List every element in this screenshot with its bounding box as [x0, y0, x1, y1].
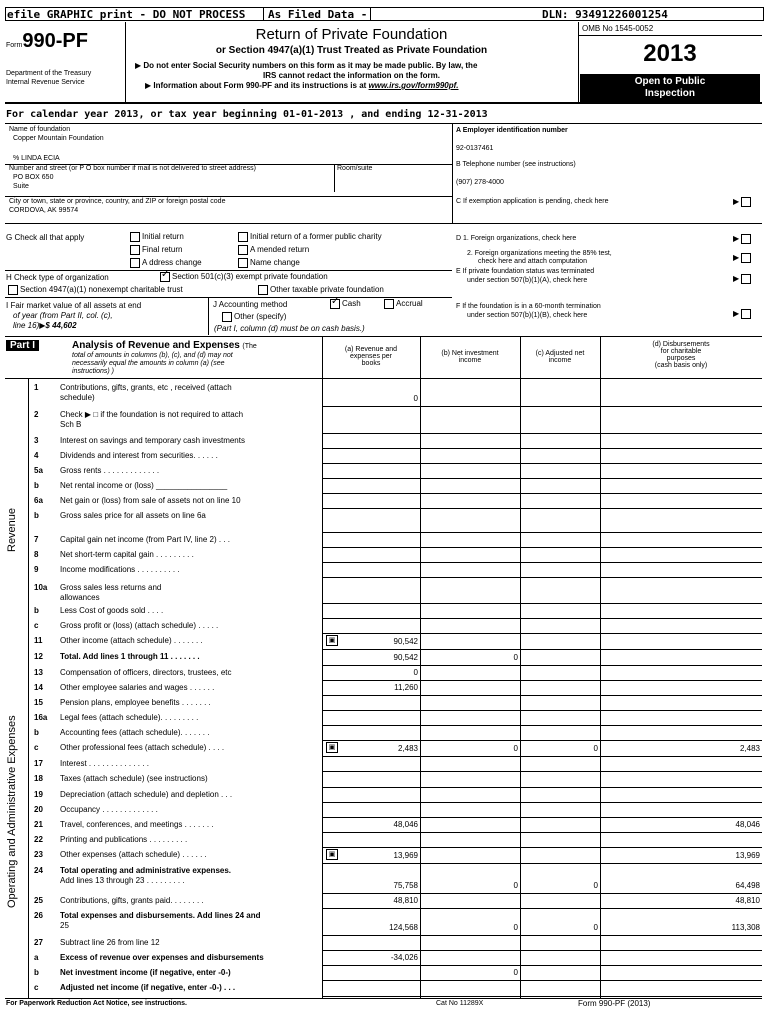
line-description: Net rental income or (loss) ________________ [60, 481, 228, 490]
e-label-1: E If private foundation status was terminated [456, 268, 595, 275]
line-number: b [34, 606, 39, 615]
dln: DLN: 93491226001254 [542, 8, 668, 21]
phone-label: B Telephone number (see instructions) [456, 161, 576, 168]
col-d-value: 2,483 [739, 744, 760, 753]
col-d-header: (d) Disbursements for charitable purposes (cash basis only) [652, 341, 710, 369]
line-description: Other income (attach schedule) . . . . . . . [60, 636, 203, 645]
line-number: c [34, 621, 39, 630]
line-description-cont: schedule) [60, 393, 95, 402]
col-c-value: 0 [593, 744, 598, 753]
dept-treasury: Department of the Treasury [6, 70, 92, 77]
part1-desc-1: total of amounts in columns (b), (c), and (d) may not [72, 352, 233, 359]
col-a-header: (a) Revenue and expenses per books [344, 346, 398, 367]
notice-ssn: ▶ Do not enter Social Security numbers on this form as it may be made public. By law, the [135, 61, 478, 70]
i-label-3: line 16)▶$ 44,602 [13, 321, 77, 330]
line-description: Excess of revenue over expenses and disbursements [60, 953, 264, 962]
table-row [28, 433, 762, 448]
line-description: Compensation of officers, directors, trustees, etc [60, 668, 232, 677]
line-number: 27 [34, 938, 43, 947]
phone-value: (907) 278-4000 [456, 179, 504, 186]
line-number: 19 [34, 790, 43, 799]
line-description: Interest on savings and temporary cash investments [60, 436, 245, 445]
line-number: 16a [34, 713, 48, 722]
line-description: Contributions, gifts, grants, etc , received (attach [60, 383, 232, 392]
other-taxable-checkbox[interactable]: Other taxable private foundation [258, 285, 384, 295]
d2-checkbox[interactable]: ▶ [733, 253, 753, 263]
table-row [28, 547, 762, 562]
line-number: b [34, 481, 39, 490]
i-label-1: I Fair market value of all assets at end [6, 301, 142, 310]
line-description: Pension plans, employee benefits . . . . . . . [60, 698, 211, 707]
line-description: Gross sales price for all assets on line 6a [60, 511, 206, 520]
line-number: 23 [34, 850, 43, 859]
line-number: b [34, 968, 39, 977]
d2-label-1: 2. Foreign organizations meeting the 85% test, [467, 250, 612, 257]
section-4947-checkbox[interactable]: Section 4947(a)(1) nonexempt charitable trust [8, 285, 183, 295]
line-number: 12 [34, 652, 43, 661]
city-value: CORDOVA, AK 99574 [9, 207, 79, 214]
room-suite-label: Room/suite [337, 165, 373, 172]
line-description: Interest . . . . . . . . . . . . . . [60, 759, 149, 768]
col-b-value: 0 [513, 653, 518, 662]
table-row [28, 771, 762, 787]
g-label: G Check all that apply [6, 233, 85, 242]
line-description: Other expenses (attach schedule) . . . . . . [60, 850, 207, 859]
table-row [28, 863, 762, 893]
cash-method-checkbox[interactable]: ✓ Cash [330, 299, 361, 309]
table-row [28, 580, 762, 603]
line-number: 6a [34, 496, 43, 505]
table-row [28, 448, 762, 463]
table-row [28, 695, 762, 710]
line-description-cont: 25 [60, 921, 69, 930]
notice-redact: IRS cannot redact the information on the form. [263, 71, 440, 80]
table-row [28, 908, 762, 935]
col-a-value: 0 [413, 394, 418, 403]
f-label-1: F If the foundation is in a 60-month termination [456, 303, 601, 310]
line-number: c [34, 983, 39, 992]
name-change-checkbox[interactable]: Name change [238, 258, 300, 268]
line-description: Gross rents . . . . . . . . . . . . . [60, 466, 160, 475]
e-label-2: under section 507(b)(1)(A), check here [467, 277, 588, 284]
line-description: Check ▶ □ if the foundation is not required to attach [60, 410, 244, 419]
table-row [28, 603, 762, 618]
street-address: PO BOX 650 [13, 174, 54, 181]
d2-label-2: check here and attach computation [478, 258, 587, 265]
efile-label: efile GRAPHIC print - DO NOT PROCESS [7, 8, 246, 21]
line-description: Total. Add lines 1 through 11 . . . . . . . [60, 652, 200, 661]
ein-label: A Employer identification number [456, 127, 568, 134]
line-description: Occupancy . . . . . . . . . . . . . [60, 805, 158, 814]
line-description: Less Cost of goods sold . . . . [60, 606, 164, 615]
line-number: 10a [34, 583, 48, 592]
line-number: b [34, 728, 39, 737]
line-description: Contributions, gifts, grants paid. . . . . . . . [60, 896, 204, 905]
irs-link[interactable]: www.irs.gov/form990pf. [368, 81, 459, 90]
accrual-method-checkbox[interactable]: Accrual [384, 299, 423, 309]
table-row [28, 817, 762, 832]
table-row [28, 407, 762, 433]
line-description: Total expenses and disbursements. Add lines 24 and [60, 911, 261, 920]
exemption-pending: C If exemption application is pending, check here [456, 198, 609, 205]
line-description: Printing and publications . . . . . . . . . [60, 835, 188, 844]
col-a-value: -34,026 [390, 953, 418, 962]
line-number: 1 [34, 383, 39, 392]
part1-desc-2: necessarily equal the amounts in column (a) (see [72, 360, 225, 367]
other-method-checkbox[interactable]: Other (specify) [222, 312, 286, 322]
col-b-value: 0 [513, 744, 518, 753]
col-a-value: 13,969 [393, 851, 418, 860]
table-row [28, 618, 762, 633]
fair-market-value: $ 44,602 [45, 321, 77, 330]
footer-cat: Cat No 11289X [436, 1000, 484, 1007]
col-d-value: 13,969 [735, 851, 760, 860]
f-label-2: under section 507(b)(1)(B), check here [467, 312, 588, 319]
line-number: 4 [34, 451, 39, 460]
expenses-side-label: Operating and Administrative Expenses [6, 715, 18, 908]
part1-desc-3: instructions) ) [72, 368, 115, 375]
table-row [28, 478, 762, 493]
line-description: Income modifications . . . . . . . . . . [60, 565, 180, 574]
i-label-2: of year (from Part II, col. (c), [13, 311, 113, 320]
col-a-value: 2,483 [397, 744, 418, 753]
table-row [28, 935, 762, 950]
table-row [28, 463, 762, 478]
line-number: 3 [34, 436, 39, 445]
line-number: 13 [34, 668, 43, 677]
line-description: Net investment income (if negative, enter -0-) [60, 968, 231, 977]
col-d-value: 113,308 [731, 923, 760, 932]
line-number: 26 [34, 911, 43, 920]
line-number: 9 [34, 565, 39, 574]
line-description-cont: Sch B [60, 420, 82, 429]
table-row [28, 832, 762, 847]
address-change-checkbox[interactable]: A ddress change [130, 258, 202, 268]
line-number: 8 [34, 550, 39, 559]
col-d-value: 48,046 [735, 820, 760, 829]
as-filed-label: As Filed Data - [268, 8, 368, 21]
calendar-year: For calendar year 2013, or tax year beginning 01-01-2013 , and ending 12-31-2013 [6, 109, 488, 120]
table-row [28, 980, 762, 996]
line-number: b [34, 511, 39, 520]
initial-former-checkbox[interactable]: Initial return of a former public charity [238, 232, 382, 242]
section-501c3-checkbox[interactable]: ✓ Section 501(c)(3) exempt private foundation [160, 272, 328, 282]
table-row [28, 802, 762, 817]
table-row [28, 633, 762, 649]
table-row [28, 847, 762, 863]
d1-checkbox[interactable]: ▶ [733, 234, 753, 244]
ein-value: 92-0137461 [456, 145, 494, 152]
dept-irs: Internal Revenue Service [6, 79, 85, 86]
col-a-value: 0 [413, 668, 418, 677]
col-b-header: (b) Net investment income [441, 350, 499, 364]
suite-value: Suite [13, 183, 29, 190]
line-description-cont: allowances [60, 593, 100, 602]
table-row [28, 532, 762, 547]
line-number: c [34, 743, 39, 752]
line-number: 7 [34, 535, 39, 544]
col-b-value: 0 [513, 968, 518, 977]
foundation-name-label: Name of foundation [9, 126, 71, 133]
line-number: 20 [34, 805, 43, 814]
line-number: a [34, 953, 39, 962]
line-number: 24 [34, 866, 43, 875]
form-subtitle: or Section 4947(a)(1) Trust Treated as Private Foundation [215, 45, 488, 56]
col-a-value: 90,542 [393, 637, 418, 646]
footer-paperwork: For Paperwork Reduction Act Notice, see instructions. [6, 1000, 187, 1007]
col-a-value: 48,810 [393, 896, 418, 905]
care-of: % LINDA ECIA [13, 155, 60, 162]
open-to-public-badge: Open to Public Inspection [580, 74, 760, 103]
j-label: J Accounting method [213, 300, 288, 309]
line-description: Total operating and administrative expenses. [60, 866, 232, 875]
table-row [28, 740, 762, 756]
line-description: Depreciation (attach schedule) and depletion . . . [60, 790, 233, 799]
table-row [28, 680, 762, 695]
line-description: Dividends and interest from securities. . . . . . [60, 451, 218, 460]
line-number: 5a [34, 466, 43, 475]
line-description-cont: Add lines 13 through 23 . . . . . . . . . [60, 876, 185, 885]
city-label: City or town, state or province, country, and ZIP or foreign postal code [9, 198, 226, 205]
exemption-pending-checkbox[interactable]: ▶ [733, 197, 753, 207]
line-description: Gross profit or (loss) (attach schedule) . . . . . [60, 621, 219, 630]
line-number: 22 [34, 835, 43, 844]
table-row [28, 562, 762, 577]
street-label: Number and street (or P O box number if mail is not delivered to street address) [9, 165, 256, 172]
f-checkbox[interactable]: ▶ [733, 309, 753, 319]
attachment-icon[interactable]: ▣ [326, 742, 338, 753]
table-row [28, 710, 762, 725]
table-row [28, 893, 762, 908]
line-number: 14 [34, 683, 43, 692]
col-c-value: 0 [593, 881, 598, 890]
line-description: Travel, conferences, and meetings . . . . . . . [60, 820, 214, 829]
col-a-value: 48,046 [393, 820, 418, 829]
line-description: Subtract line 26 from line 12 [60, 938, 160, 947]
col-b-value: 0 [513, 923, 518, 932]
line-number: 2 [34, 410, 39, 419]
col-a-value: 124,568 [389, 923, 418, 932]
col-a-value: 90,542 [393, 653, 418, 662]
table-row [28, 649, 762, 665]
col-d-value: 48,810 [735, 896, 760, 905]
footer-form: Form 990-PF (2013) [578, 999, 651, 1008]
form-title: Return of Private Foundation [255, 26, 448, 43]
line-number: 17 [34, 759, 43, 768]
amended-return-checkbox[interactable]: A mended return [238, 245, 309, 255]
part1-tag: Part I [6, 340, 39, 351]
omb-number: OMB No 1545-0052 [582, 24, 654, 33]
table-row [28, 508, 762, 532]
attachment-icon[interactable]: ▣ [326, 635, 338, 646]
foundation-name: Copper Mountain Foundation [13, 135, 104, 142]
line-number: 25 [34, 896, 43, 905]
table-row [28, 725, 762, 740]
revenue-side-label: Revenue [6, 507, 18, 552]
line-description: Net gain or (loss) from sale of assets not on line 10 [60, 496, 241, 505]
table-row [28, 787, 762, 802]
line-description: Other professional fees (attach schedule) . . . . [60, 743, 225, 752]
notice-info: ▶ Information about Form 990-PF and its instructions is at www.irs.gov/form990pf. [145, 81, 459, 90]
e-checkbox[interactable]: ▶ [733, 274, 753, 284]
col-c-value: 0 [593, 923, 598, 932]
table-row [28, 756, 762, 771]
part1-title: Analysis of Revenue and Expenses (The [72, 340, 257, 351]
col-d-value: 64,498 [735, 881, 760, 890]
line-description: Net short-term capital gain . . . . . . . . . [60, 550, 194, 559]
table-row [28, 965, 762, 980]
line-description: Adjusted net income (if negative, enter -0-) . . . [60, 983, 236, 992]
table-row [28, 380, 762, 406]
col-a-value: 11,260 [394, 683, 418, 692]
table-row [28, 493, 762, 508]
line-description: Capital gain net income (from Part IV, line 2) . . . [60, 535, 231, 544]
line-description: Legal fees (attach schedule). . . . . . . . . [60, 713, 199, 722]
col-c-header: (c) Adjusted net income [535, 350, 585, 364]
attachment-icon[interactable]: ▣ [326, 849, 338, 860]
line-description: Taxes (attach schedule) (see instructions) [60, 774, 208, 783]
h-label: H Check type of organization [6, 273, 109, 282]
line-number: 18 [34, 774, 43, 783]
line-description: Gross sales less returns and [60, 583, 162, 592]
line-number: 15 [34, 698, 43, 707]
table-row [28, 950, 762, 965]
form-number: Form990-PF [6, 30, 88, 52]
table-row [28, 665, 762, 680]
line-number: 21 [34, 820, 43, 829]
final-return-checkbox[interactable]: Final return [130, 245, 182, 255]
line-description: Other employee salaries and wages . . . . . . [60, 683, 215, 692]
d1-label: D 1. Foreign organizations, check here [456, 235, 577, 242]
j-note: (Part I, column (d) must be on cash basis.) [214, 324, 365, 333]
line-description: Accounting fees (attach schedule). . . . . . . [60, 728, 210, 737]
tax-year: 2013 [643, 40, 697, 67]
initial-return-checkbox[interactable]: Initial return [130, 232, 184, 242]
line-number: 11 [34, 636, 43, 645]
col-b-value: 0 [513, 881, 518, 890]
col-a-value: 75,758 [393, 881, 418, 890]
